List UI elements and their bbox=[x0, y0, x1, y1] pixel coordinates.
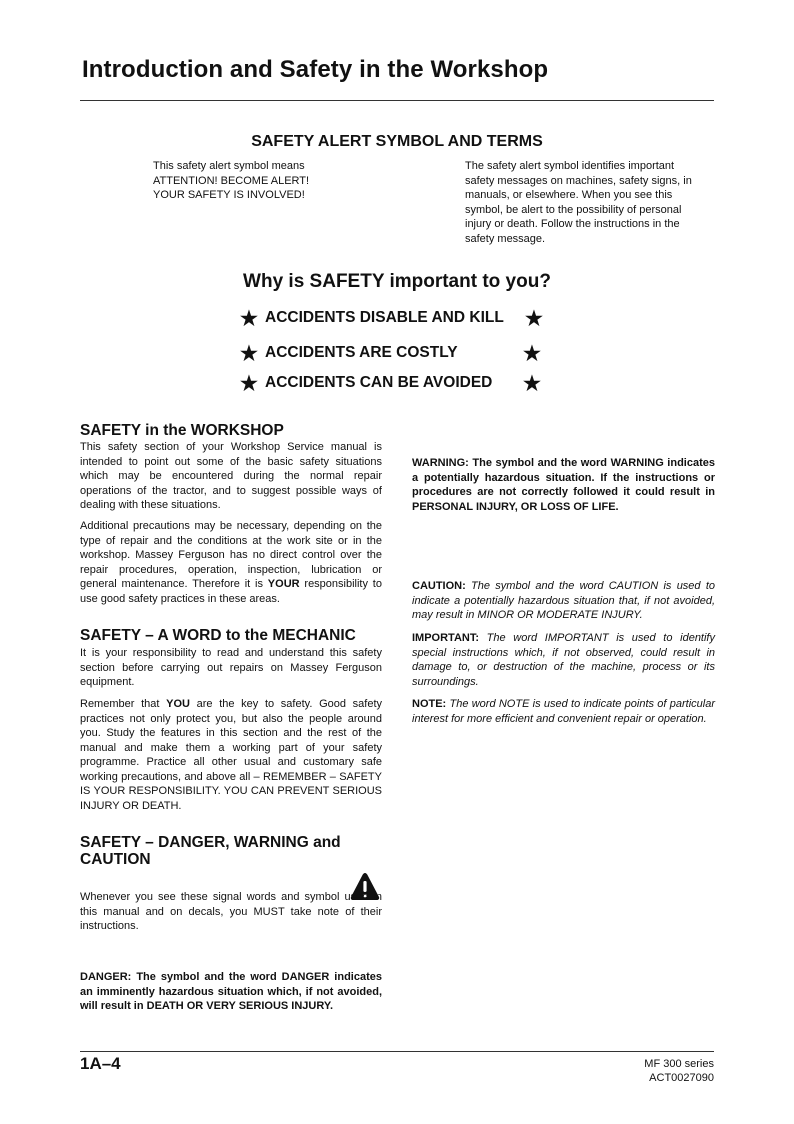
note-definition: NOTE: The word NOTE is used to indicate points of particular interest for more efficient and convenient repair or operation. bbox=[412, 698, 715, 725]
header-divider bbox=[80, 100, 714, 101]
page-number: 1A–4 bbox=[80, 1054, 121, 1073]
star-icon: ★ bbox=[523, 373, 541, 395]
star-icon: ★ bbox=[240, 373, 258, 395]
mechanic-paragraph: Remember that YOU are the key to safety. Good safety practices not only protect you, but also the people around you. Study the features in this section and the rest of the manual and make them a working part of your safety programme. Practice all other usual and customary safe working precautions, and above all – REMEMBER – SAFETY IS YOUR RESPONSIBILITY. YOU CAN PREVENT SERIOUS INJURY OR DEATH. bbox=[80, 698, 382, 812]
alert-left-text bbox=[153, 159, 363, 203]
alert-line: ATTENTION! BECOME ALERT! bbox=[153, 174, 310, 187]
accident-item-label: ACCIDENTS CAN BE AVOIDED bbox=[265, 374, 493, 391]
danger-intro: Whenever you see these signal words and symbol used in this manual and on decals, you MUST take note of their instructions. bbox=[80, 891, 382, 932]
workshop-heading: SAFETY in the WORKSHOP bbox=[80, 422, 284, 439]
danger-definition: DANGER: The symbol and the word DANGER indicates an imminently hazardous situation which, if not avoided, will result in DEATH OR VERY SERIOUS INJURY. bbox=[80, 971, 382, 1012]
alert-section-title: SAFETY ALERT SYMBOL AND TERMS bbox=[251, 133, 543, 150]
why-safety-heading: Why is SAFETY important to you? bbox=[243, 271, 551, 292]
star-icon: ★ bbox=[240, 308, 258, 330]
warning-definition: WARNING: The symbol and the word WARNING indicates a potentially hazardous situation. If the instructions or procedures are not correctly followed it could result in PERSONAL INJURY, OR LOSS OF LIFE. bbox=[412, 457, 715, 513]
footer-info bbox=[600, 1057, 714, 1085]
mechanic-heading: SAFETY – A WORD to the MECHANIC bbox=[80, 627, 356, 644]
caution-definition: CAUTION: The symbol and the word CAUTION is used to indicate a potentially hazardous situation that, if not avoided, may result in MINOR OR MODERATE INJURY. bbox=[412, 580, 715, 621]
danger-section-heading: SAFETY – DANGER, WARNING and CAUTION bbox=[80, 834, 341, 868]
accident-item-label: ACCIDENTS ARE COSTLY bbox=[265, 344, 458, 361]
important-definition: IMPORTANT: The word IMPORTANT is used to identify special instructions which, if not observed, could result in damage to, or destruction of the machine, process or its surroundings. bbox=[412, 632, 715, 688]
page-title: Introduction and Safety in the Workshop bbox=[82, 56, 549, 83]
accident-item-label: ACCIDENTS DISABLE AND KILL bbox=[265, 309, 504, 326]
star-icon: ★ bbox=[240, 343, 258, 365]
footer-divider bbox=[80, 1051, 714, 1052]
accident-item bbox=[240, 373, 545, 395]
series-label: MF 300 series bbox=[644, 1058, 714, 1070]
alert-line: YOUR SAFETY IS INVOLVED! bbox=[153, 189, 305, 201]
accident-item bbox=[240, 343, 545, 365]
alert-right-text: The safety alert symbol identifies important safety messages on machines, safety signs, in manuals, or elsewhere. When you see this symbol, be alert to the possibility of personal injury or death. Follow the instructions in the safety message. bbox=[465, 160, 692, 245]
alert-line: This safety alert symbol means bbox=[153, 160, 305, 172]
star-icon: ★ bbox=[525, 308, 543, 330]
mechanic-paragraph: It is your responsibility to read and understand this safety section before carrying out repairs on Massey Ferguson equipment. bbox=[80, 647, 382, 688]
document-code: ACT0027090 bbox=[649, 1072, 714, 1084]
accident-item bbox=[240, 308, 545, 330]
workshop-paragraph: Additional precautions may be necessary, depending on the type of repair and the conditions at the work site or in the workshop. Massey Ferguson has no direct control over the repair procedures, operation, inspection, lubrication or general maintenance. Therefore it is YOUR responsibility to use good safety practices in these areas. bbox=[80, 520, 382, 605]
star-icon: ★ bbox=[523, 343, 541, 365]
workshop-paragraph: This safety section of your Workshop Service manual is intended to point out some of the basic safety situations which may be encountered during the normal repair operations of the tractor, and to suggest possible ways of dealing with these situations. bbox=[80, 441, 382, 511]
